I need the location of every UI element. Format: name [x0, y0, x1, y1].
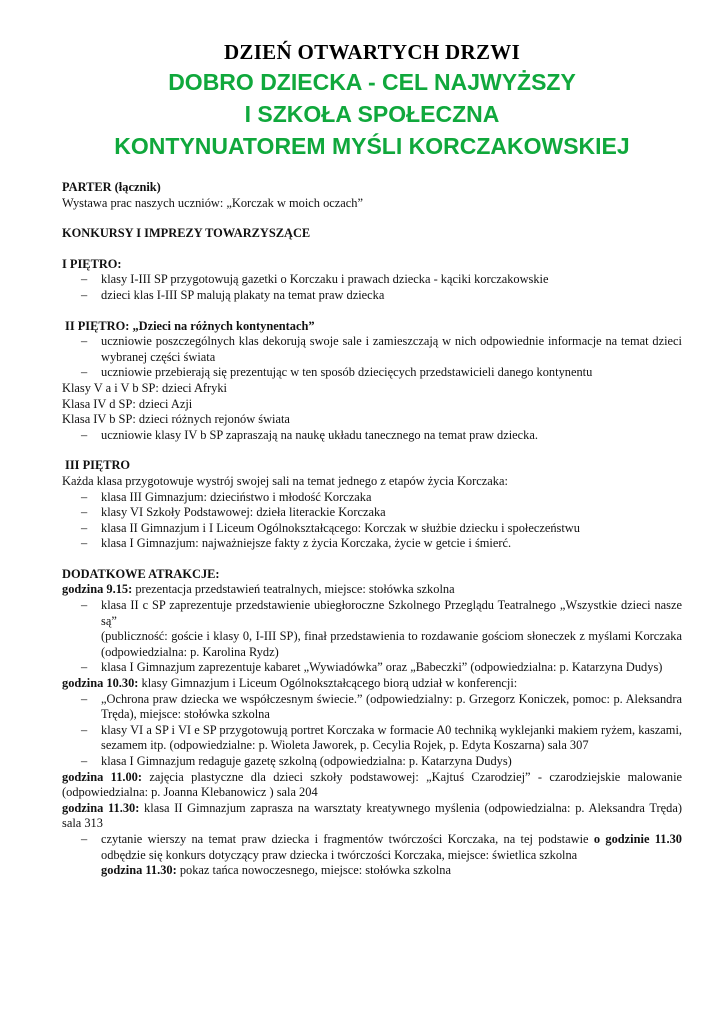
- schedule-1130-dance: [62, 863, 682, 879]
- list-1130: [62, 832, 682, 863]
- list-item: – klasa I Gimnazjum redaguje gazetę szkolną (odpowiedzialna: p. Katarzyna Dudys): [62, 754, 682, 770]
- atrakcje-heading: DODATKOWE ATRAKCJE:: [62, 566, 220, 581]
- section-pietro-2: [62, 319, 682, 444]
- pietro1-list: [62, 272, 682, 303]
- schedule-915: [62, 582, 682, 598]
- list-item: [62, 832, 682, 863]
- item-1130-rest: odbędzie się konkurs dotyczący praw dziecka i twórczości Korczaka, miejsce: świetlica szkolna: [101, 847, 578, 862]
- list-item: – klasa I Gimnazjum zaprezentuje kabaret „Wywiadówka” oraz „Babeczki” (odpowiedzialna: p. Katarzyna Dudys): [62, 660, 682, 676]
- list-item: – klasy VI Szkoły Podstawowej: dzieła literackie Korczaka: [62, 505, 682, 521]
- list-1030: [62, 692, 682, 770]
- text-1030: klasy Gimnazjum i Liceum Ogólnokształcącego biorą udział w konferencji:: [138, 676, 518, 691]
- pietro3-list: [62, 490, 682, 552]
- text-1130-dance: pokaz tańca nowoczesnego, miejsce: stołówka szkolna: [176, 863, 451, 878]
- schedule-1130: [62, 801, 682, 832]
- schedule-1100: [62, 770, 682, 801]
- list-915-b: [62, 660, 682, 676]
- list-915: [62, 598, 682, 629]
- item-915-1: klasa II c SP zaprezentuje przedstawienie ubiegłoroczne Szkolnego Przeglądu Teatralnego „Wszystkie dzieci nasze są”: [101, 598, 682, 628]
- parter-text: Wystawa prac naszych uczniów: „Korczak w moich oczach”: [62, 195, 363, 210]
- time-915: godzina 9.15:: [62, 582, 133, 597]
- list-item: – dzieci klas I-III SP malują plakaty na temat praw dziecka: [62, 288, 682, 304]
- section-parter: [62, 180, 682, 211]
- list-item: – klasa II Gimnazjum i I Liceum Ogólnokształcącego: Korczak w służbie dziecku i społeczeństwu: [62, 521, 682, 537]
- title-block: [62, 40, 682, 162]
- list-item: – klasa III Gimnazjum: dzieciństwo i młodość Korczaka: [62, 490, 682, 506]
- pietro2-line: Klasy V a i V b SP: dzieci Afryki: [62, 380, 227, 395]
- list-item: – „Ochrona praw dziecka we współczesnym świecie.” (odpowiedzialny: p. Grzegorz Koniczek, pomoc: p. Aleksandra Tręda), miejsce: stołówka szkolna: [62, 692, 682, 723]
- time-1130-dance: godzina 11.30:: [101, 863, 177, 878]
- list-item: – uczniowie klasy IV b SP zapraszają na naukę układu tanecznego na temat praw dziecka.: [62, 428, 682, 444]
- section-konkursy: [62, 226, 682, 242]
- time-1030: godzina 10.30:: [62, 676, 139, 691]
- pietro2-line: Klasa IV d SP: dzieci Azji: [62, 396, 193, 411]
- pietro2-line: Klasa IV b SP: dzieci różnych rejonów świata: [62, 412, 290, 427]
- section-pietro-1: [62, 257, 682, 304]
- pietro2-list-last: [62, 428, 682, 444]
- item-1130-bold: o godzinie 11.30: [593, 831, 682, 846]
- pietro2-list: [62, 334, 682, 381]
- motto-line-1: DOBRO DZIECKA - CEL NAJWYŻSZY: [168, 69, 576, 95]
- item-915-1-cont: (publiczność: goście i klasy 0, I-III SP), finał przedstawienia to rozdawanie gościom słoneczek z myślami Korczaka (odpowiedzialna: p. Karolina Rydz): [101, 629, 682, 659]
- motto-line-2: I SZKOŁA SPOŁECZNA: [244, 101, 500, 127]
- pietro1-heading: I PIĘTRO:: [62, 256, 122, 271]
- text-1130: klasa II Gimnazjum zaprasza na warsztaty kreatywnego myślenia (odpowiedzialna: p. Aleksandra Tręda) sala 313: [62, 800, 682, 831]
- section-pietro-3: [62, 458, 682, 552]
- list-item: – klasy I-III SP przygotowują gazetki o Korczaku i prawach dziecka - kąciki korczakowskie: [62, 272, 682, 288]
- text-1100: zajęcia plastyczne dla dzieci szkoły podstawowej: „Kajtuś Czarodziej” - czarodziejskie malowanie (odpowiedzialna: p. Joanna Klebanowicz ) sala 204: [62, 769, 683, 800]
- item-1130-text: czytanie wierszy na temat praw dziecka i fragmentów twórczości Korczaka, na tej podstawie: [101, 831, 594, 846]
- pietro2-heading: II PIĘTRO: „Dzieci na różnych kontynentach”: [65, 318, 315, 333]
- pietro3-heading: III PIĘTRO: [65, 458, 131, 473]
- time-1100: godzina 11.00:: [62, 769, 143, 784]
- event-title: DZIEŃ OTWARTYCH DRZWI: [223, 40, 521, 64]
- time-1130: godzina 11.30:: [62, 800, 140, 815]
- section-atrakcje: [62, 567, 682, 879]
- parter-heading: PARTER (łącznik): [62, 180, 161, 194]
- list-item: – klasa I Gimnazjum: najważniejsze fakty z życia Korczaka, życie w getcie i śmierć.: [62, 536, 682, 552]
- list-item: [62, 598, 682, 629]
- list-item: – uczniowie przebierają się prezentując w ten sposób dziecięcych przedstawicieli danego kontynentu: [62, 365, 682, 381]
- text-915: prezentacja przedstawień teatralnych, miejsce: stołówka szkolna: [132, 582, 455, 597]
- schedule-1030: [62, 676, 682, 692]
- list-item: – uczniowie poszczególnych klas dekorują swoje sale i zamieszczają w nich odpowiednie informacje na temat dzieci wybranej części świata: [62, 334, 682, 365]
- motto-line-3: KONTYNUATOREM MYŚLI KORCZAKOWSKIEJ: [114, 133, 630, 159]
- konkursy-heading: KONKURSY I IMPREZY TOWARZYSZĄCE: [62, 226, 311, 241]
- document-page: [62, 40, 682, 879]
- list-item: – klasy VI a SP i VI e SP przygotowują portret Korczaka w formacie A0 techniką wyklejanki makiem ryżem, kaszami, sezamem itp. (odpowiedzialne: p. Wioleta Jaworek, p. Cecylia Rojek, p. Edyta Koszarna) sala 307: [62, 723, 682, 754]
- pietro3-intro: Każda klasa przygotowuje wystrój swojej sali na temat jednego z etapów życia Korczaka:: [62, 473, 508, 488]
